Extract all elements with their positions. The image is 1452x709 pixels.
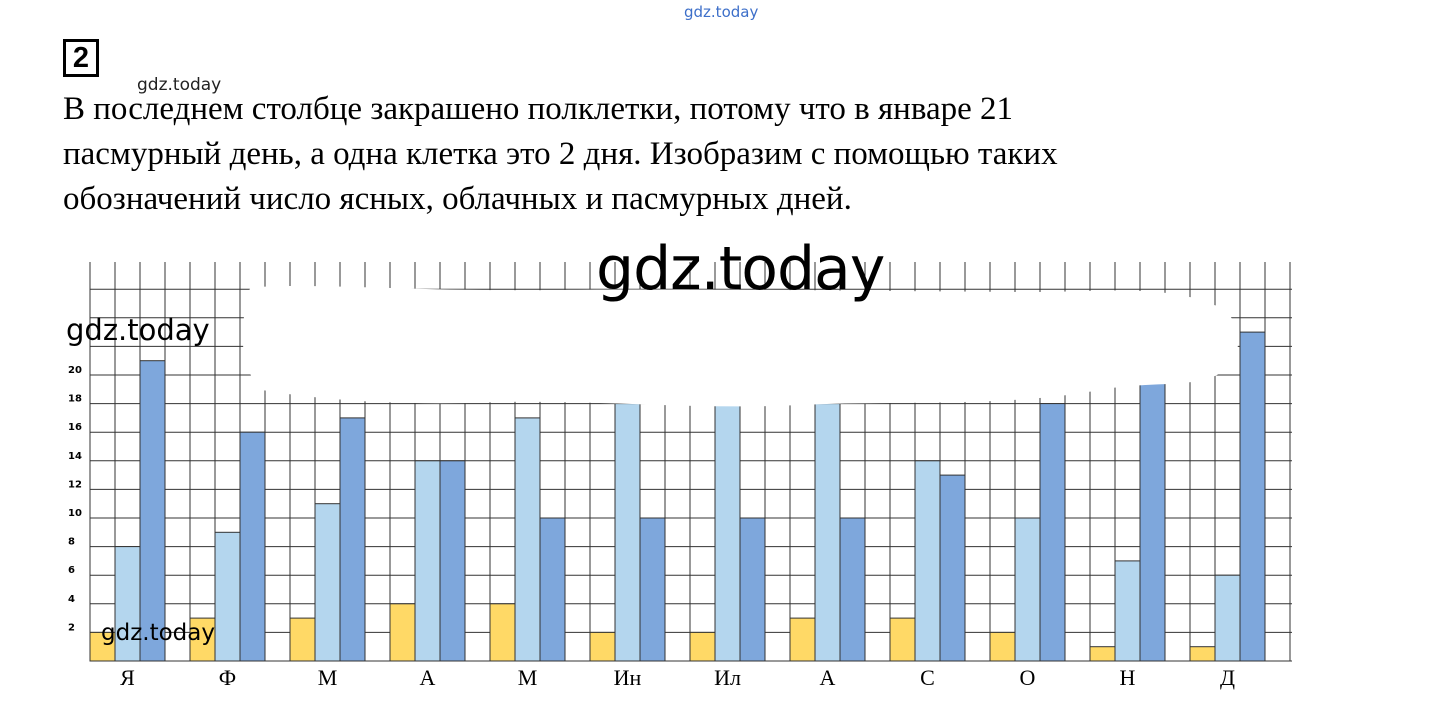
bar <box>940 475 965 661</box>
watermark-mid: gdz.today <box>66 313 210 347</box>
task-number: 2 <box>63 39 99 77</box>
y-tick-label: 10 <box>68 508 82 519</box>
bar <box>890 618 915 661</box>
x-tick-label: Д <box>1219 665 1236 690</box>
obscuring-blot <box>243 286 1238 406</box>
bar <box>1015 518 1040 661</box>
bar <box>140 361 165 661</box>
x-tick-label: Я <box>120 665 135 690</box>
bar <box>490 604 515 661</box>
bar <box>615 404 640 661</box>
y-tick-label: 4 <box>68 593 75 605</box>
watermark-big: gdz.today <box>596 234 885 304</box>
bar <box>690 632 715 661</box>
bar <box>590 632 615 661</box>
x-tick-label: Ф <box>218 665 237 690</box>
x-tick-label: О <box>1019 665 1036 690</box>
watermark-bottom: gdz.today <box>101 620 215 646</box>
bar <box>1240 332 1265 661</box>
bar <box>840 518 865 661</box>
bar <box>640 518 665 661</box>
bar-chart <box>0 240 1452 709</box>
bar <box>215 532 240 661</box>
bar <box>440 461 465 661</box>
bar <box>540 518 565 661</box>
x-tick-label: М <box>517 665 538 690</box>
watermark-small: gdz.today <box>137 75 222 95</box>
bar <box>415 461 440 661</box>
y-tick-label: 6 <box>68 565 75 577</box>
bar <box>915 461 940 661</box>
x-tick-label: С <box>920 665 935 690</box>
y-tick-label: 2 <box>68 622 75 634</box>
x-tick-label: Ин <box>613 665 642 690</box>
bar <box>1215 575 1240 661</box>
task-text-line: В последнем столбце закрашено полклетки, потому что в январе 21 <box>63 91 1014 127</box>
bar <box>1140 375 1165 661</box>
bar <box>1115 561 1140 661</box>
bar <box>790 618 815 661</box>
y-tick-label: 16 <box>68 422 82 434</box>
bar <box>815 404 840 661</box>
bar <box>1040 404 1065 661</box>
x-tick-label: А <box>419 665 436 690</box>
bar <box>315 504 340 661</box>
y-tick-label: 14 <box>68 450 82 462</box>
bar <box>515 418 540 661</box>
chart-area <box>0 240 1452 709</box>
bar <box>390 604 415 661</box>
x-tick-label: Ил <box>714 665 741 690</box>
bar <box>715 389 740 661</box>
x-tick-label: А <box>819 665 836 690</box>
y-tick-label: 20 <box>68 365 82 376</box>
task-text-line: обозначений число ясных, облачных и пасмурных дней. <box>63 181 852 217</box>
bar <box>340 418 365 661</box>
watermark-top: gdz.today <box>684 3 759 21</box>
y-tick-label: 8 <box>68 536 75 548</box>
x-tick-label: Н <box>1119 665 1136 690</box>
bar <box>1090 647 1115 661</box>
x-tick-label: М <box>317 665 338 690</box>
y-tick-label: 12 <box>68 479 82 491</box>
bar <box>290 618 315 661</box>
bar <box>740 518 765 661</box>
y-tick-label: 18 <box>68 393 82 405</box>
bar <box>1190 647 1215 661</box>
bar <box>990 632 1015 661</box>
task-text <box>63 87 1323 222</box>
task-text-line: пасмурный день, а одна клетка это 2 дня. Изобразим с помощью таких <box>63 136 1058 172</box>
bar <box>240 432 265 661</box>
